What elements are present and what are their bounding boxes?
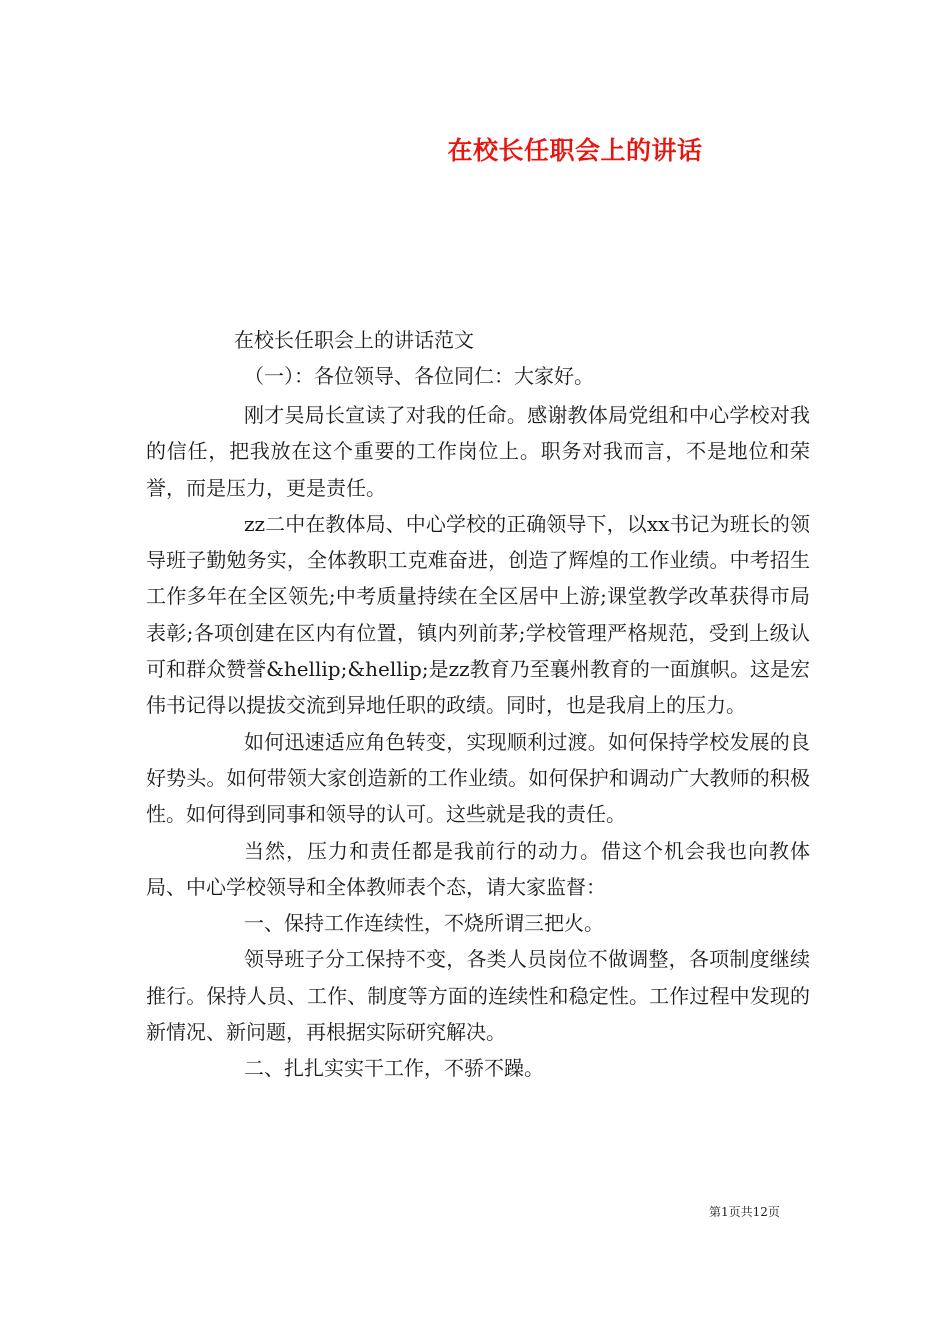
page-number-footer: 第1页共12页 bbox=[709, 1205, 780, 1219]
paragraph-commitment-intro: 当然，压力和责任都是我前行的动力。借这个机会我也向教体局、中心学校领导和全体教师表个态，请大家监督： bbox=[146, 838, 810, 899]
document-title: 在校长任职会上的讲话 bbox=[447, 136, 703, 165]
section-heading-two: 二、扎扎实实干工作，不骄不躁。 bbox=[244, 1056, 544, 1081]
paragraph-responsibilities: 如何迅速适应角色转变，实现顺利过渡。如何保持学校发展的良好势头。如何带领大家创造新的工作业绩。如何保护和调动广大教师的积极性。如何得到同事和领导的认可。这些就是我的责任。 bbox=[146, 729, 810, 827]
paragraph-continuity: 领导班子分工保持不变，各类人员岗位不做调整，各项制度继续推行。保持人员、工作、制度等方面的连续性和稳定性。工作过程中发现的新情况、新问题，再根据实际研究解决。 bbox=[146, 947, 810, 1045]
section-heading-one: 一、保持工作连续性，不烧所谓三把火。 bbox=[244, 911, 604, 936]
salutation-line: （一）：各位领导、各位同仁：大家好。 bbox=[244, 364, 594, 388]
document-subtitle: 在校长任职会上的讲话范文 bbox=[234, 328, 474, 352]
document-body bbox=[146, 397, 810, 1087]
paragraph-appointment: 刚才吴局长宣读了对我的任命。感谢教体局党组和中心学校对我的信任，把我放在这个重要的工作岗位上。职务对我而言，不是地位和荣誉，而是压力，更是责任。 bbox=[146, 403, 810, 500]
paragraph-school-achievements: zz二中在教体局、中心学校的正确领导下，以xx书记为班长的领导班子勤勉务实，全体教职工克难奋进，创造了辉煌的工作业绩。中考招生工作多年在全区领先;中考质量持续在全区居中上游;课堂教学改革获得市局表彰;各项创建在区内有位置，镇内列前茅;学校管理严格规范，受到上级认可和群众赞誉&hellip;&hellip;是zz教育乃至襄州教育的一面旗帜。这是宏伟书记得以提拔交流到异地任职的政绩。同时，也是我肩上的压力。 bbox=[146, 511, 810, 718]
